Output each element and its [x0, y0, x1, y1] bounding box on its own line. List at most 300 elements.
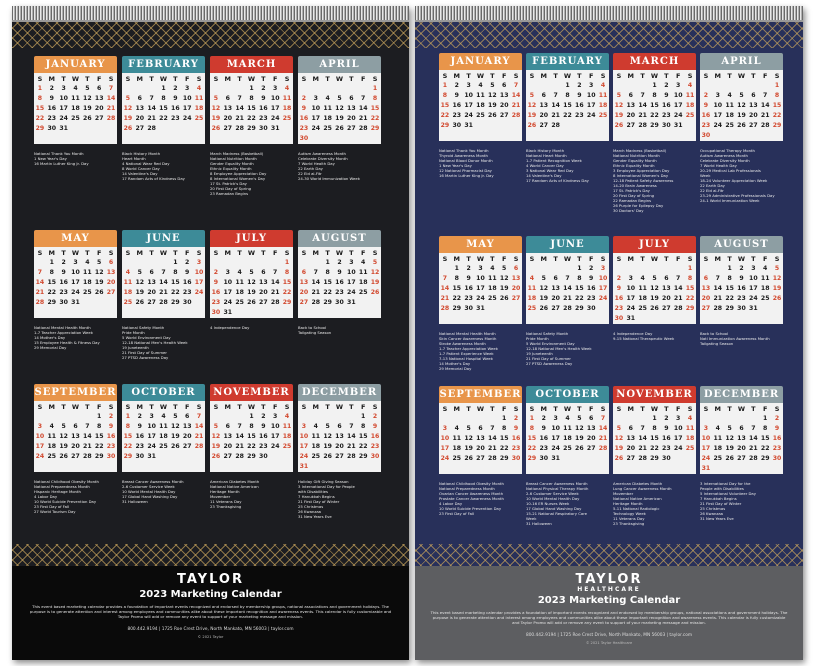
holiday-item: 14-20 Brain Awareness — [613, 183, 657, 188]
day-cell: 29 — [94, 453, 104, 460]
day-cell: 12 — [772, 275, 782, 282]
empty-day — [210, 84, 222, 94]
day-cell: 13 — [626, 435, 636, 442]
day-cell: 28 — [713, 305, 723, 312]
day-cell: 18 — [760, 285, 770, 292]
day-cell: 10 — [673, 92, 683, 99]
empty-day — [246, 258, 258, 268]
day-cell: 29 — [247, 453, 256, 460]
month-october — [526, 386, 609, 474]
holiday-item: Black History Month — [526, 148, 565, 153]
day-cell: 16 — [539, 435, 549, 442]
day-cell: 17 — [270, 105, 280, 112]
month-april — [298, 56, 381, 144]
weekday-label: T — [261, 75, 266, 83]
day-cell: 5 — [97, 259, 102, 266]
day-cell: 15 — [47, 279, 57, 286]
empty-day — [34, 412, 46, 422]
day-cell: 31 — [626, 315, 636, 322]
holiday-item: March Madness (Basketball) — [613, 148, 667, 153]
holiday-list-february — [526, 148, 612, 183]
holiday-list-september — [34, 479, 120, 514]
day-cell: 25 — [725, 122, 734, 129]
day-cell: 22 — [35, 115, 45, 122]
day-cell: 13 — [539, 102, 549, 109]
day-cell: 19 — [335, 115, 344, 122]
day-cell: 20 — [737, 445, 746, 452]
month-september — [34, 384, 117, 472]
empty-day — [34, 258, 46, 268]
holiday-list-april — [298, 151, 384, 181]
weekday-label: T — [577, 255, 582, 263]
day-cell: 17 — [626, 295, 636, 302]
holiday-item: 14 Mother's Day — [439, 361, 471, 366]
day-cell: 26 — [123, 125, 133, 132]
holiday-item: Week — [526, 516, 537, 521]
month-header: NOVEMBER — [613, 386, 696, 403]
day-cell: 1 — [161, 85, 166, 92]
day-cell: 5 — [652, 275, 657, 282]
day-cell: 17 — [673, 102, 683, 109]
day-cell: 21 — [673, 295, 683, 302]
month-header: AUGUST — [700, 236, 783, 253]
day-cell: 18 — [452, 445, 462, 452]
day-cell: 31 — [551, 455, 560, 462]
holiday-list-november — [210, 479, 296, 509]
day-cell: 25 — [71, 115, 80, 122]
weekday-label: F — [184, 403, 190, 411]
holiday-item: 16 Martin Luther King Jr. Day — [34, 161, 89, 166]
weekday-label: M — [714, 405, 721, 413]
month-grid — [613, 253, 696, 324]
day-cell: 3 — [703, 425, 709, 432]
day-cell: 14 — [159, 279, 168, 286]
weekday-label: W — [737, 405, 746, 413]
day-cell: 5 — [249, 269, 254, 276]
weekday-label: W — [159, 403, 168, 411]
day-cell: 1 — [565, 82, 570, 89]
day-cell: 6 — [541, 92, 546, 99]
month-december — [700, 386, 783, 474]
day-cell: 28 — [106, 115, 116, 122]
weekday-label: F — [501, 405, 507, 413]
day-cell: 8 — [442, 92, 448, 99]
day-cell: 20 — [539, 112, 549, 119]
day-cell: 11 — [323, 105, 332, 112]
holiday-item: 17 St. Patrick's Day — [210, 181, 247, 186]
weekday-label: M — [627, 72, 634, 80]
day-cell: 28 — [749, 455, 758, 462]
day-cell: 28 — [760, 122, 770, 129]
holiday-item: National Safety Month — [122, 325, 165, 330]
day-cell: 30 — [335, 299, 344, 306]
day-cell: 20 — [135, 115, 145, 122]
day-cell: 2 — [61, 259, 66, 266]
day-cell: 7 — [273, 269, 278, 276]
day-cell: 2 — [185, 259, 190, 266]
day-cell: 15 — [527, 435, 537, 442]
weekday-label: M — [540, 255, 547, 263]
holiday-item: 20 First Day of Spring — [613, 193, 655, 198]
day-cell: 27 — [586, 445, 596, 452]
weekday-label: S — [108, 249, 114, 257]
day-cell: 9 — [577, 92, 582, 99]
day-cell: 17 — [701, 445, 711, 452]
holiday-item: 30 Doctors' Day — [613, 208, 644, 213]
day-cell: 4 — [727, 92, 732, 99]
day-cell: 26 — [323, 453, 332, 460]
day-cell: 24 — [673, 112, 683, 119]
day-cell: 29 — [370, 125, 380, 132]
day-cell: 9 — [739, 275, 744, 282]
weekday-label: T — [349, 249, 354, 257]
day-cell: 9 — [61, 269, 66, 276]
day-cell: 21 — [147, 115, 156, 122]
day-cell: 22 — [650, 112, 659, 119]
day-cell: 4 — [687, 82, 693, 89]
month-january — [439, 53, 522, 141]
day-cell: 11 — [235, 279, 244, 286]
month-march — [613, 53, 696, 141]
day-cell: 4 — [284, 85, 290, 92]
month-december — [298, 384, 381, 472]
holiday-item: Gender Equality Month — [613, 158, 657, 163]
day-cell: 5 — [372, 259, 378, 266]
day-cell: 28 — [235, 453, 244, 460]
day-cell: 26 — [650, 305, 659, 312]
day-cell: 13 — [737, 435, 746, 442]
healthcare-logo-sub: HEALTHCARE — [577, 586, 641, 593]
holiday-item: Natl Immunization Awareness Month — [700, 336, 770, 341]
weekday-label: W — [159, 249, 168, 257]
day-cell: 21 — [551, 112, 560, 119]
day-cell: 23 — [135, 443, 145, 450]
day-cell: 8 — [652, 92, 657, 99]
day-cell: 4 — [565, 415, 570, 422]
weekday-label: S — [284, 403, 290, 411]
day-cell: 1 — [577, 265, 582, 272]
day-cell: 6 — [261, 269, 266, 276]
day-cell: 10 — [299, 433, 309, 440]
holiday-item: 7 Hanukkah Begins — [700, 496, 737, 501]
day-cell: 25 — [452, 455, 462, 462]
holiday-item: National Nutrition Month — [613, 153, 660, 158]
weekday-label: T — [751, 405, 756, 413]
day-cell: 21 — [270, 289, 280, 296]
weekday-label: T — [237, 249, 242, 257]
day-cell: 30 — [511, 455, 521, 462]
day-cell: 20 — [259, 289, 268, 296]
holiday-item: 25 Christmas — [298, 504, 324, 509]
day-cell: 20 — [662, 295, 671, 302]
day-cell: 15 — [247, 433, 256, 440]
weekday-label: S — [703, 255, 709, 263]
month-header: APRIL — [298, 56, 381, 73]
day-cell: 31 — [464, 122, 473, 129]
day-cell: 9 — [513, 425, 519, 432]
day-cell: 30 — [772, 455, 782, 462]
day-cell: 12 — [737, 102, 746, 109]
day-cell: 18 — [598, 102, 608, 109]
day-cell: 10 — [194, 269, 204, 276]
day-cell: 9 — [541, 425, 546, 432]
day-cell: 27 — [147, 299, 156, 306]
day-cell: 28 — [311, 299, 321, 306]
day-cell: 29 — [772, 122, 782, 129]
day-cell: 19 — [650, 295, 659, 302]
weekday-label: T — [727, 255, 732, 263]
holiday-list-february — [122, 151, 208, 181]
empty-day — [210, 258, 222, 268]
weekday-label: T — [553, 72, 558, 80]
weekday-label: M — [714, 72, 721, 80]
day-cell: 15 — [760, 435, 770, 442]
holiday-item: 26 Kwanzaa — [298, 509, 322, 514]
day-cell: 23 — [586, 295, 596, 302]
calendar-right — [415, 6, 803, 660]
weekday-label: F — [675, 255, 681, 263]
day-cell: 31 — [673, 122, 683, 129]
day-cell: 21 — [311, 289, 321, 296]
day-cell: 5 — [774, 265, 780, 272]
holiday-item: 21 First Day of Winter — [700, 501, 742, 506]
holiday-item: Heart Month — [122, 156, 146, 161]
month-header: JUNE — [526, 236, 609, 253]
day-cell: 15 — [575, 285, 584, 292]
month-header: SEPTEMBER — [34, 384, 117, 401]
day-cell: 22 — [452, 295, 462, 302]
day-cell: 4 — [490, 265, 495, 272]
day-cell: 24 — [713, 122, 723, 129]
holiday-list-august — [298, 325, 384, 335]
day-cell: 20 — [586, 435, 596, 442]
weekday-label: F — [762, 255, 768, 263]
holiday-item: National Nutrition Month — [210, 156, 257, 161]
month-grid — [526, 253, 609, 324]
month-header: SEPTEMBER — [439, 386, 522, 403]
holiday-list-july — [613, 331, 699, 341]
day-cell: 16 — [299, 115, 309, 122]
day-cell: 3 — [37, 423, 43, 430]
weekday-label: M — [453, 72, 460, 80]
day-cell: 10 — [440, 435, 450, 442]
day-cell: 26 — [171, 443, 180, 450]
day-cell: 5 — [577, 415, 582, 422]
holiday-item: Lung Cancer Awareness Month — [613, 486, 672, 491]
day-cell: 1 — [249, 85, 254, 92]
month-header: MARCH — [210, 56, 293, 73]
day-cell: 23 — [335, 289, 344, 296]
day-cell: 1 — [502, 415, 507, 422]
day-cell: 26 — [614, 455, 624, 462]
day-cell: 24 — [701, 455, 711, 462]
decorative-pattern-top — [415, 22, 803, 48]
day-cell: 17 — [182, 105, 192, 112]
empty-day — [700, 264, 712, 274]
empty-day — [724, 414, 736, 424]
day-cell: 11 — [194, 95, 204, 102]
day-cell: 12 — [323, 433, 332, 440]
weekday-label: M — [714, 255, 721, 263]
month-grid — [613, 403, 696, 474]
month-header: OCTOBER — [122, 384, 205, 401]
day-cell: 19 — [135, 289, 145, 296]
empty-day — [357, 84, 369, 94]
day-cell: 4 — [600, 82, 606, 89]
weekday-label: T — [325, 403, 330, 411]
day-cell: 24 — [147, 443, 156, 450]
day-cell: 12 — [135, 279, 145, 286]
holiday-item: 10 World Suicide Prevention Day — [439, 506, 502, 511]
holiday-item: 16 Martin Luther King Jr. Day — [439, 173, 494, 178]
weekday-label: F — [588, 72, 594, 80]
month-header: FEBRUARY — [122, 56, 205, 73]
day-cell: 6 — [502, 82, 507, 89]
day-cell: 25 — [83, 289, 92, 296]
month-grid — [700, 403, 783, 474]
day-cell: 5 — [466, 425, 471, 432]
weekday-label: M — [136, 75, 143, 83]
day-cell: 13 — [147, 279, 156, 286]
day-cell: 30 — [259, 453, 268, 460]
month-february — [122, 56, 205, 144]
day-cell: 20 — [701, 295, 711, 302]
empty-day — [134, 258, 146, 268]
day-cell: 21 — [235, 115, 244, 122]
day-cell: 1 — [687, 265, 693, 272]
empty-day — [736, 81, 748, 91]
day-cell: 22 — [247, 443, 256, 450]
empty-day — [463, 414, 475, 424]
day-cell: 29 — [575, 305, 584, 312]
day-cell: 25 — [159, 443, 168, 450]
day-cell: 25 — [527, 305, 537, 312]
footer-description: This event based marketing calendar provides a foundation of important events recognized and endorsed by membership groups, national associations and government holidays. The purpose is to generate attention and interest among employees and communities alike about these important recognition and awareness events. This calendar is fully customizable and Taylor Promo will add or remove any event to support of your marketing message and mission. — [29, 604, 392, 619]
day-cell: 18 — [47, 443, 57, 450]
weekday-label: W — [476, 255, 485, 263]
day-cell: 29 — [440, 122, 450, 129]
day-cell: 25 — [311, 453, 321, 460]
weekday-label: M — [627, 405, 634, 413]
day-cell: 9 — [372, 423, 378, 430]
day-cell: 18 — [71, 105, 80, 112]
holiday-item: Ovarian Cancer Awareness Month — [439, 491, 504, 496]
day-cell: 12 — [94, 269, 104, 276]
day-cell: 16 — [259, 433, 268, 440]
holiday-item: 1 New Year's Day — [34, 156, 67, 161]
weekday-label: F — [360, 249, 366, 257]
day-cell: 7 — [149, 95, 154, 102]
day-cell: 26 — [370, 289, 380, 296]
month-june — [526, 236, 609, 324]
day-cell: 4 — [313, 423, 318, 430]
month-header: NOVEMBER — [210, 384, 293, 401]
day-cell: 28 — [511, 112, 521, 119]
day-cell: 22 — [123, 443, 133, 450]
day-cell: 30 — [135, 453, 145, 460]
day-cell: 27 — [106, 289, 116, 296]
day-cell: 2 — [372, 413, 378, 420]
day-cell: 26 — [94, 289, 104, 296]
day-cell: 2 — [466, 265, 471, 272]
day-cell: 21 — [488, 445, 497, 452]
month-february — [526, 53, 609, 141]
holiday-item: 3 National Wear Red Day — [526, 168, 574, 173]
empty-day — [649, 264, 661, 274]
day-cell: 15 — [650, 102, 659, 109]
day-cell: 29 — [247, 125, 256, 132]
empty-day — [439, 264, 451, 274]
day-cell: 8 — [173, 269, 178, 276]
month-grid — [122, 401, 205, 472]
empty-day — [712, 81, 724, 91]
empty-day — [146, 84, 158, 94]
day-cell: 2 — [49, 85, 54, 92]
weekday-label: S — [301, 403, 307, 411]
day-cell: 8 — [577, 275, 582, 282]
empty-day — [310, 84, 322, 94]
day-cell: 8 — [454, 275, 459, 282]
holiday-item: 3 Employee Appreciation Day — [613, 168, 670, 173]
month-header: JULY — [210, 230, 293, 247]
day-cell: 13 — [223, 433, 233, 440]
day-cell: 30 — [211, 309, 221, 316]
day-cell: 16 — [335, 279, 344, 286]
day-cell: 1 — [325, 259, 330, 266]
day-cell: 15 — [725, 285, 734, 292]
day-cell: 28 — [35, 299, 45, 306]
day-cell: 14 — [749, 435, 758, 442]
day-cell: 29 — [358, 453, 368, 460]
weekday-label: S — [108, 403, 114, 411]
holiday-item: National Childhood Obesity Month — [439, 481, 504, 486]
day-cell: 3 — [349, 259, 354, 266]
weekday-label: T — [349, 403, 354, 411]
day-cell: 15 — [563, 102, 572, 109]
month-header: JULY — [613, 236, 696, 253]
day-cell: 12 — [614, 102, 624, 109]
month-header: DECEMBER — [298, 384, 381, 401]
day-cell: 6 — [703, 275, 709, 282]
day-cell: 1 — [529, 415, 535, 422]
weekday-label: M — [224, 249, 231, 257]
day-cell: 26 — [725, 455, 734, 462]
day-cell: 4 — [361, 259, 366, 266]
day-cell: 24 — [749, 295, 758, 302]
day-cell: 25 — [323, 125, 332, 132]
weekday-label: F — [675, 405, 681, 413]
weekday-label: S — [301, 75, 307, 83]
empty-day — [451, 414, 463, 424]
day-cell: 2 — [261, 413, 266, 420]
day-cell: 24 — [71, 289, 80, 296]
day-cell: 28 — [147, 125, 156, 132]
empty-day — [550, 264, 562, 274]
day-cell: 29 — [760, 455, 770, 462]
day-cell: 14 — [638, 102, 647, 109]
day-cell: 27 — [259, 299, 268, 306]
day-cell: 13 — [259, 279, 268, 286]
day-cell: 7 — [85, 423, 90, 430]
day-cell: 24 — [551, 445, 560, 452]
weekday-label: M — [224, 75, 231, 83]
empty-day — [322, 84, 334, 94]
day-cell: 7 — [442, 275, 448, 282]
spiral-binding — [12, 6, 409, 22]
weekday-label: S — [196, 249, 202, 257]
holiday-item: 22 Earth Day — [298, 166, 323, 171]
day-cell: 2 — [454, 82, 459, 89]
